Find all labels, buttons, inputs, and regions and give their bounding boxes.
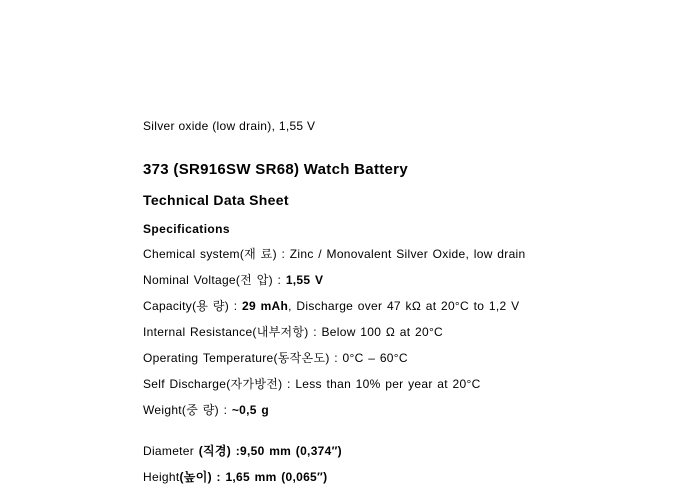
spec-prefix: Internal Resistance(내부저항) :	[143, 325, 322, 339]
technical-data-sheet	[143, 119, 673, 496]
spec-prefix: Operating Temperature(동작온도) :	[143, 351, 343, 365]
spec-line-internal-resistance	[143, 325, 673, 340]
spec-suffix: , Discharge over 47 kΩ at 20°C to 1,2 V	[288, 299, 520, 313]
spec-suffix: Less than 10% per year at 20°C	[295, 377, 481, 391]
spec-prefix: Diameter	[143, 444, 199, 458]
spec-bold-value: 1,55 V	[285, 273, 324, 287]
spec-line-chemical-system	[143, 247, 673, 262]
spec-bold-value: (높이) : 1,65 mm (0,065″)	[179, 470, 328, 484]
spec-line-capacity	[143, 299, 673, 314]
spec-bold-value: ~0,5 g	[231, 403, 269, 417]
intro-line: Silver oxide (low drain), 1,55 V	[143, 119, 316, 133]
spec-prefix: Height	[143, 470, 180, 484]
spec-line-weight	[143, 403, 673, 418]
spec-line-nominal-voltage	[143, 273, 673, 288]
spec-bold-value: 29 mAh	[242, 299, 289, 313]
spec-suffix: 0°C – 60°C	[342, 351, 408, 365]
spec-line-height	[143, 470, 673, 485]
spec-prefix: Self Discharge(자가방전) :	[143, 377, 296, 391]
spec-prefix: Capacity(용 량) :	[143, 299, 242, 313]
spec-prefix: Chemical system(재 료) :	[143, 247, 290, 261]
spec-suffix: Zinc / Monovalent Silver Oxide, low drain	[289, 247, 526, 261]
page-title: 373 (SR916SW SR68) Watch Battery	[143, 161, 408, 178]
spec-line-operating-temperature	[143, 351, 673, 366]
specifications-heading: Specifications	[143, 222, 230, 236]
spec-prefix: Nominal Voltage(전 압) :	[143, 273, 286, 287]
spec-bold-value: (직경) :9,50 mm (0,374″)	[198, 444, 342, 458]
page-subtitle: Technical Data Sheet	[143, 192, 289, 208]
spec-suffix: Below 100 Ω at 20°C	[321, 325, 444, 339]
spec-line-self-discharge	[143, 377, 673, 392]
spec-line-diameter	[143, 444, 673, 459]
spec-prefix: Weight(중 량) :	[143, 403, 232, 417]
